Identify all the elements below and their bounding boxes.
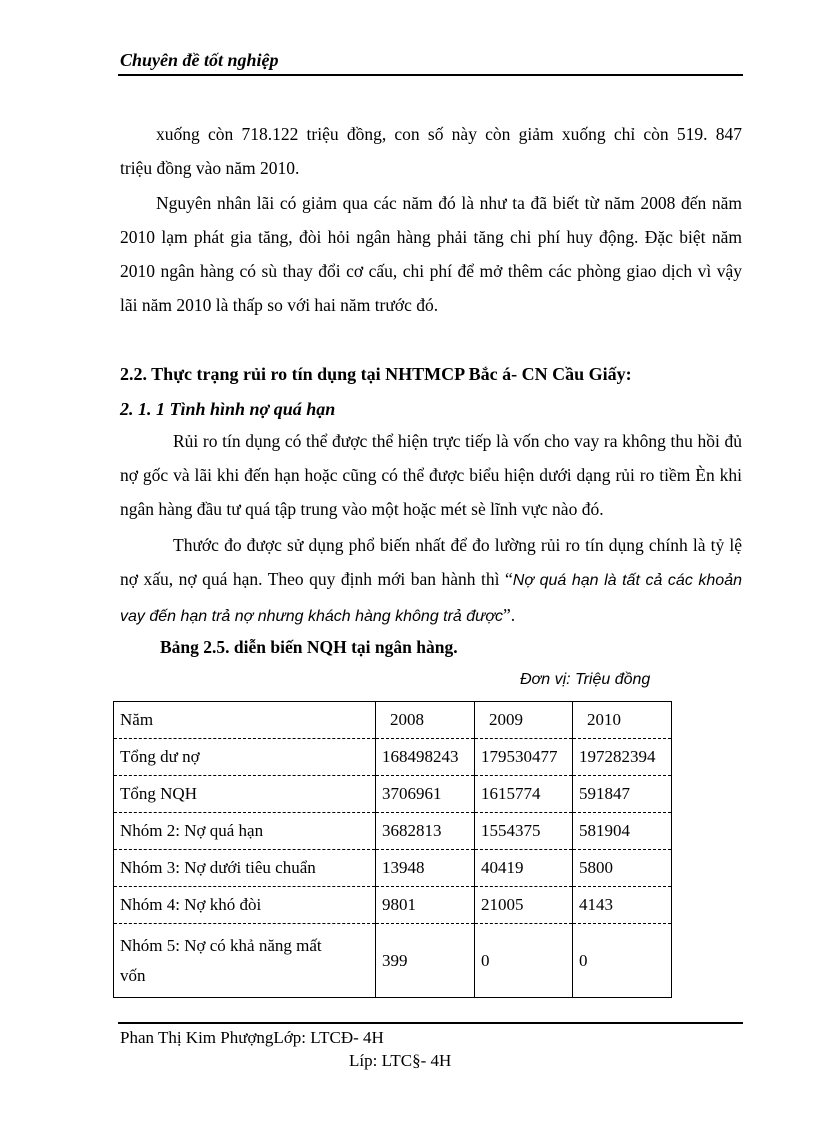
footer-divider (118, 1022, 743, 1024)
footer-class: Líp: LTC§- 4H (349, 1051, 452, 1070)
cell-value: 1615774 (475, 776, 573, 813)
paragraph-4-end: ”. (502, 605, 516, 625)
table-header-row (114, 702, 672, 739)
cell-value: 9801 (376, 887, 475, 924)
cell-value: 168498243 (376, 739, 475, 776)
row-label: Nhóm 4: Nợ khó đòi (114, 887, 376, 924)
header-divider (118, 74, 743, 76)
cell-value: 179530477 (475, 739, 573, 776)
paragraph-4 (120, 528, 742, 634)
paragraph-4-quote: Nợ quá hạn là tất cả các khoản vay đến hạn trả nợ nhưng khách hàng không trả được (120, 572, 742, 625)
row-label-line-1: Nhóm 5: Nợ có khả năng mất (120, 935, 322, 955)
table-unit: Đơn vị: Triệu đồng (520, 671, 651, 688)
cell-value: 3706961 (376, 776, 475, 813)
paragraph-1-line-2: triệu đồng vào năm 2010. (120, 158, 300, 178)
table-row (114, 887, 672, 924)
cell-value: 40419 (475, 850, 573, 887)
section-heading: 2.2. Thực trạng rủi ro tín dụng tại NHTMCP Bắc á- CN Cầu Giấy: (120, 364, 632, 384)
cell-value: 13948 (376, 850, 475, 887)
table-caption: Bảng 2.5. diễn biến NQH tại ngân hàng. (160, 637, 458, 657)
row-label: Nhóm 2: Nợ quá hạn (114, 813, 376, 850)
row-label-line-2: vốn (120, 965, 146, 985)
cell-value: 0 (475, 924, 573, 998)
table-row (114, 776, 672, 813)
paragraph-4-text: Thước đo được sử dụng phổ biến nhất để đo lường rủi ro tín dụng chính là tỷ lệ nợ xấu, nợ quá hạn. Theo quy định mới ban hành thì “ (120, 535, 742, 589)
paragraph-3: Rủi ro tín dụng có thể được thể hiện trực tiếp là vốn cho vay ra không thu hồi đủ nợ gốc và lãi khi đến hạn hoặc cũng có thể được biểu hiện dưới dạng rủi ro tiềm Èn khi ngân hàng đầu tư quá tập trung vào một hoặc mét sè lĩnh vực nào đó. (120, 431, 742, 519)
footer-author: Phan Thị Kim PhượngLớp: LTCĐ- 4H (120, 1028, 384, 1047)
cell-value: 5800 (573, 850, 672, 887)
table-row (114, 739, 672, 776)
header-cell-2010: 2010 (573, 702, 672, 739)
paragraph-1-line-1: xuống còn 718.122 triệu đồng, con số này còn giảm xuống chỉ còn 519. 847 (156, 124, 742, 144)
cell-value: 4143 (573, 887, 672, 924)
header-cell-year: Năm (114, 702, 376, 739)
table-row (114, 850, 672, 887)
cell-value: 3682813 (376, 813, 475, 850)
paragraph-2: Nguyên nhân lãi có giảm qua các năm đó là như ta đã biết từ năm 2008 đến năm 2010 lạm phát gia tăng, đòi hỏi ngân hàng phải tăng chi phí huy động. Đặc biệt năm 2010 ngân hàng có sù thay đổi cơ cấu, chi phí để mở thêm các phòng giao dịch vì vậy lãi năm 2010 là thấp so với hai năm trước đó. (120, 193, 742, 315)
cell-value: 581904 (573, 813, 672, 850)
subsection-heading: 2. 1. 1 Tình hình nợ quá hạn (120, 399, 336, 419)
cell-value: 591847 (573, 776, 672, 813)
cell-value: 197282394 (573, 739, 672, 776)
cell-value: 399 (376, 924, 475, 998)
cell-value: 0 (573, 924, 672, 998)
header-cell-2008: 2008 (376, 702, 475, 739)
table-row (114, 924, 672, 998)
npl-table (113, 701, 672, 998)
row-label: Tổng NQH (114, 776, 376, 813)
row-label: Nhóm 3: Nợ dưới tiêu chuẩn (114, 850, 376, 887)
row-label: Tổng dư nợ (114, 739, 376, 776)
row-label (114, 924, 376, 998)
header-cell-2009: 2009 (475, 702, 573, 739)
cell-value: 21005 (475, 887, 573, 924)
page-header-title: Chuyên đề tốt nghiệp (120, 50, 279, 70)
table-row (114, 813, 672, 850)
cell-value: 1554375 (475, 813, 573, 850)
